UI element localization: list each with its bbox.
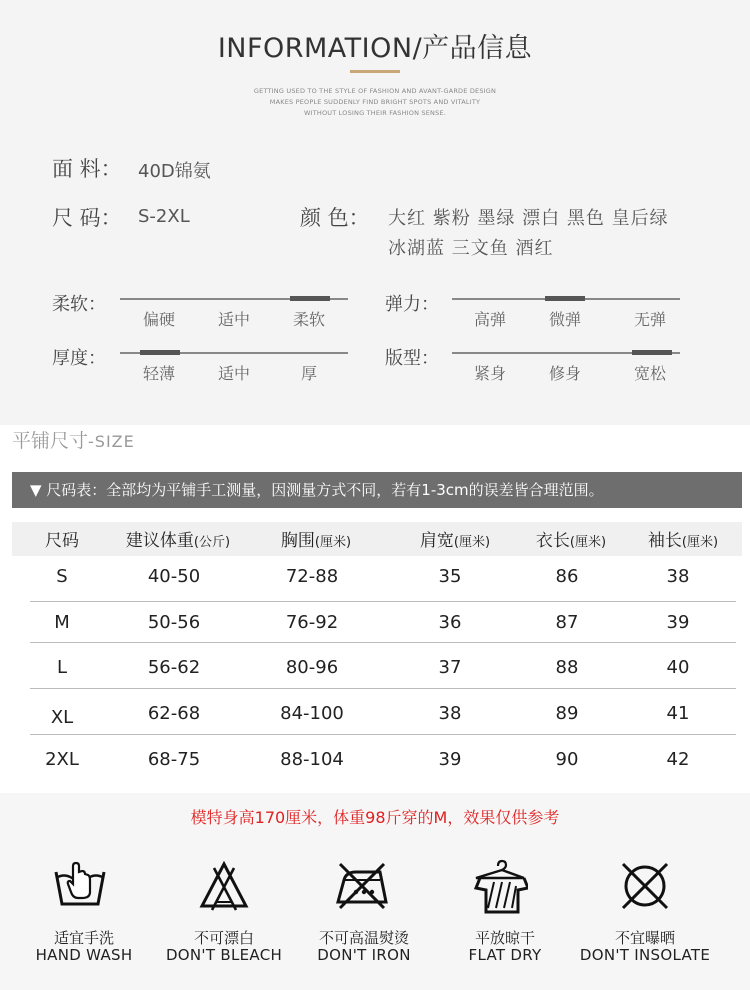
- table-header-cell: [281, 526, 351, 551]
- row-divider: [30, 688, 736, 689]
- fit-option: 修身: [548, 364, 582, 383]
- color-values-line1: 大红 紫粉 墨绿 漂白 黑色 皇后绿: [388, 208, 669, 229]
- header-main: 袖长: [647, 531, 682, 551]
- size-cell: L: [56, 657, 68, 678]
- elasticity-label: 弹力：: [385, 294, 439, 315]
- header-unit: (厘米): [569, 535, 607, 550]
- color-label: 颜 色：: [300, 206, 370, 230]
- table-cell: 87: [555, 612, 579, 633]
- table-cell: 38: [666, 566, 690, 587]
- fit-scale-marker: [632, 350, 672, 355]
- table-cell: 88-104: [280, 749, 344, 770]
- tagline-line: WITHOUT LOSING THEIR FASHION SENSE.: [303, 109, 447, 117]
- size-cell: S: [56, 566, 68, 587]
- softness-label: 柔软：: [52, 294, 106, 315]
- size-section-heading: [12, 426, 135, 453]
- table-cell: 84-100: [280, 703, 344, 724]
- table-cell: 89: [555, 703, 579, 724]
- table-cell: 40: [666, 657, 690, 678]
- table-cell: 35: [438, 566, 462, 587]
- color-values-line2: 冰湖蓝 三文鱼 酒红: [388, 238, 554, 259]
- care-label-cn: 适宜手洗: [53, 929, 115, 947]
- fit-label: 版型：: [385, 348, 439, 369]
- row-divider: [30, 734, 736, 735]
- care-label-cn: 不可漂白: [193, 929, 255, 947]
- header-main: 建议体重: [125, 531, 194, 551]
- table-cell: 39: [666, 612, 690, 633]
- header-main: 衣长: [535, 531, 570, 551]
- table-cell: 41: [666, 703, 690, 724]
- info-section: [0, 0, 750, 425]
- care-label-en: HAND WASH: [35, 946, 133, 964]
- care-label-en: DON'T INSOLATE: [579, 946, 711, 964]
- care-label-en: DON'T BLEACH: [165, 946, 283, 964]
- elasticity-option: 无弹: [633, 310, 667, 329]
- tagline-line: GETTING USED TO THE STYLE OF FASHION AND AVANT-GARDE DESIGN: [253, 87, 497, 95]
- size-cell: XL: [50, 707, 74, 728]
- table-cell: 38: [438, 703, 462, 724]
- softness-option: 偏硬: [142, 310, 176, 329]
- hand-wash-icon: [52, 858, 108, 914]
- row-divider: [30, 642, 736, 643]
- care-label-cn: 不可高温熨烫: [318, 929, 410, 947]
- thickness-scale-marker: [140, 350, 180, 355]
- thickness-option: 厚: [300, 364, 318, 383]
- size-cell: M: [54, 612, 70, 633]
- page-title: INFORMATION/产品信息: [217, 33, 533, 64]
- thickness-option: 轻薄: [142, 364, 176, 383]
- thickness-label: 厚度：: [52, 348, 106, 369]
- care-label-cn: 不宜曝晒: [614, 929, 676, 947]
- row-divider: [30, 601, 736, 602]
- header-unit: (公斤): [193, 535, 231, 550]
- header-unit: (厘米): [453, 535, 491, 550]
- elasticity-scale-marker: [545, 296, 585, 301]
- softness-option: 适中: [217, 310, 251, 329]
- table-cell: 86: [555, 566, 579, 587]
- no-insolate-icon: [617, 858, 673, 914]
- table-cell: 90: [555, 749, 579, 770]
- size-value: S-2XL: [138, 206, 190, 227]
- size-banner: ▼ 尺码表：全部均为平铺手工测量，因测量方式不同，若有1-3cm的误差皆合理范围。: [12, 472, 742, 508]
- size-heading-cn: 平铺尺寸: [12, 430, 89, 452]
- no-bleach-icon: [196, 858, 252, 914]
- table-cell: 39: [438, 749, 462, 770]
- care-label-en: FLAT DRY: [468, 946, 542, 964]
- header-main: 肩宽: [419, 531, 454, 551]
- table-header-cell: [420, 526, 490, 551]
- table-cell: 40-50: [147, 566, 201, 587]
- table-cell: 62-68: [147, 703, 201, 724]
- header-unit: (厘米): [681, 535, 719, 550]
- table-cell: 36: [438, 612, 462, 633]
- tagline: [0, 86, 750, 119]
- size-table-header: [12, 522, 742, 556]
- size-cell: 2XL: [45, 749, 79, 770]
- header-main: 尺码: [45, 531, 79, 551]
- table-cell: 72-88: [285, 566, 339, 587]
- care-label-en: DON'T IRON: [317, 946, 411, 964]
- table-cell: 80-96: [285, 657, 339, 678]
- table-cell: 42: [666, 749, 690, 770]
- fabric-value: 40D锦氨: [138, 161, 211, 182]
- table-cell: 56-62: [147, 657, 201, 678]
- table-header-cell: [536, 526, 606, 551]
- softness-scale-marker: [290, 296, 330, 301]
- table-cell: 76-92: [285, 612, 339, 633]
- title-underline: [350, 70, 400, 73]
- softness-option: 柔软: [292, 310, 326, 329]
- table-header-cell: [126, 526, 230, 551]
- fabric-label: 面 料：: [52, 157, 122, 181]
- table-header-cell: [45, 526, 79, 551]
- header-main: 胸围: [280, 531, 315, 551]
- table-cell: 68-75: [147, 749, 201, 770]
- elasticity-option: 微弹: [548, 310, 582, 329]
- table-header-cell: [648, 526, 718, 551]
- table-cell: 50-56: [147, 612, 201, 633]
- size-heading-en: -SIZE: [88, 432, 135, 451]
- fit-option: 紧身: [473, 364, 507, 383]
- fit-option: 宽松: [633, 364, 667, 383]
- table-cell: 37: [438, 657, 462, 678]
- care-label-cn: 平放晾干: [474, 929, 536, 947]
- size-label: 尺 码：: [52, 206, 122, 230]
- elasticity-option: 高弹: [473, 310, 507, 329]
- header-unit: (厘米): [314, 535, 352, 550]
- no-iron-icon: [334, 858, 390, 914]
- model-note: 模特身高170厘米，体重98斤穿的M，效果仅供参考: [190, 808, 560, 827]
- tagline-line: MAKES PEOPLE SUDDENLY FIND BRIGHT SPOTS AND VITALITY: [269, 98, 481, 106]
- table-cell: 88: [555, 657, 579, 678]
- thickness-option: 适中: [217, 364, 251, 383]
- flat-dry-icon: [472, 858, 528, 914]
